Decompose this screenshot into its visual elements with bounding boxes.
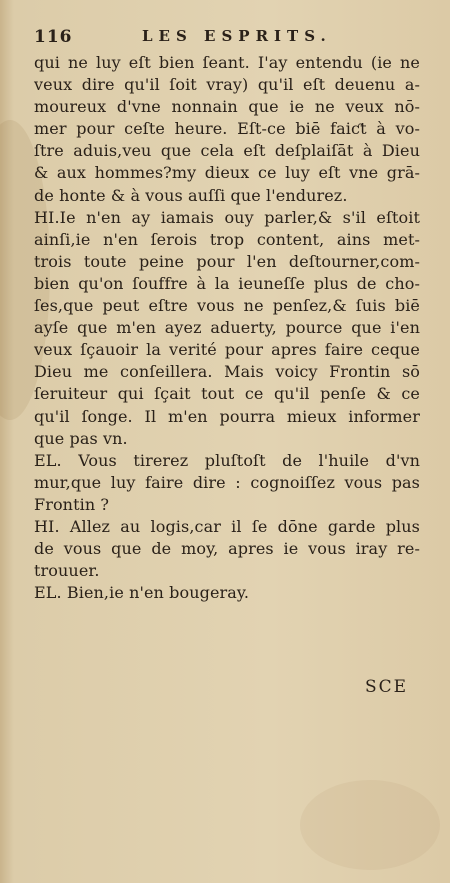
- page-header: [34, 27, 414, 51]
- text-line: moureux d'vne nonnain que ie ne veux nō-: [34, 97, 420, 117]
- text-line: mer pour ceſte heure. Eſt-ce biē faiƈt à vo-: [34, 119, 420, 139]
- text-line: ſtre aduis,veu que cela eſt deſplaiſāt à Dieu: [34, 141, 420, 161]
- text-line: que pas vn.: [34, 428, 128, 448]
- text-line: de vous que de moy, apres ie vous iray re-: [34, 539, 420, 559]
- text-line: bien qu'on ſouffre à la ieuneſſe plus de cho-: [34, 273, 420, 293]
- text-line: trouuer.: [34, 561, 100, 581]
- text-line: qui ne luy eſt bien ſeant. I'ay entendu (ie ne: [34, 53, 420, 72]
- page-number: 116: [34, 27, 73, 47]
- speaker-line: EL. Vous tirerez pluſtoſt de l'huile d'vn: [34, 450, 420, 470]
- body-text: [34, 52, 420, 604]
- text-line: mur,que luy faire dire : cognoiſſez vous pas: [34, 472, 420, 492]
- text-line: trois toute peine pour l'en deſtourner,com-: [34, 251, 420, 271]
- speaker-line: HI.Ie n'en ay iamais ouy parler,& s'il eſtoit: [34, 207, 420, 227]
- paper-stain: [300, 780, 440, 870]
- running-title: LES ESPRITS.: [142, 27, 332, 45]
- text-line: ayſe que m'en ayez aduerty, pource que i'en: [34, 318, 420, 338]
- text-line: de honte & à vous auſſi que l'endurez.: [34, 185, 348, 205]
- catchword: SCE: [365, 677, 409, 697]
- text-line: veux dire qu'il ſoit vray) qu'il eſt deuenu a-: [34, 75, 420, 95]
- text-line: Frontin ?: [34, 494, 110, 514]
- text-line: ainſi,ie n'en ſerois trop content, ains met-: [34, 229, 420, 249]
- text-line: ſes,que peut eſtre vous ne penſez,& ſuis biē: [34, 296, 420, 316]
- text-line: & aux hommes?my dieux ce luy eſt vne grā-: [34, 163, 420, 183]
- speaker-line: EL. Bien,ie n'en bougeray.: [34, 583, 250, 603]
- speaker-line: HI. Allez au logis,car il ſe dōne garde plus: [34, 516, 420, 536]
- text-line: qu'il ſonge. Il m'en pourra mieux informer: [34, 406, 420, 426]
- text-line: veux ſçauoir la verité pour apres faire ceque: [34, 340, 420, 360]
- text-line: Dieu me conſeillera. Mais voicy Frontin sō: [34, 362, 420, 382]
- text-line: ſeruiteur qui ſçait tout ce qu'il penſe & ce: [34, 384, 420, 404]
